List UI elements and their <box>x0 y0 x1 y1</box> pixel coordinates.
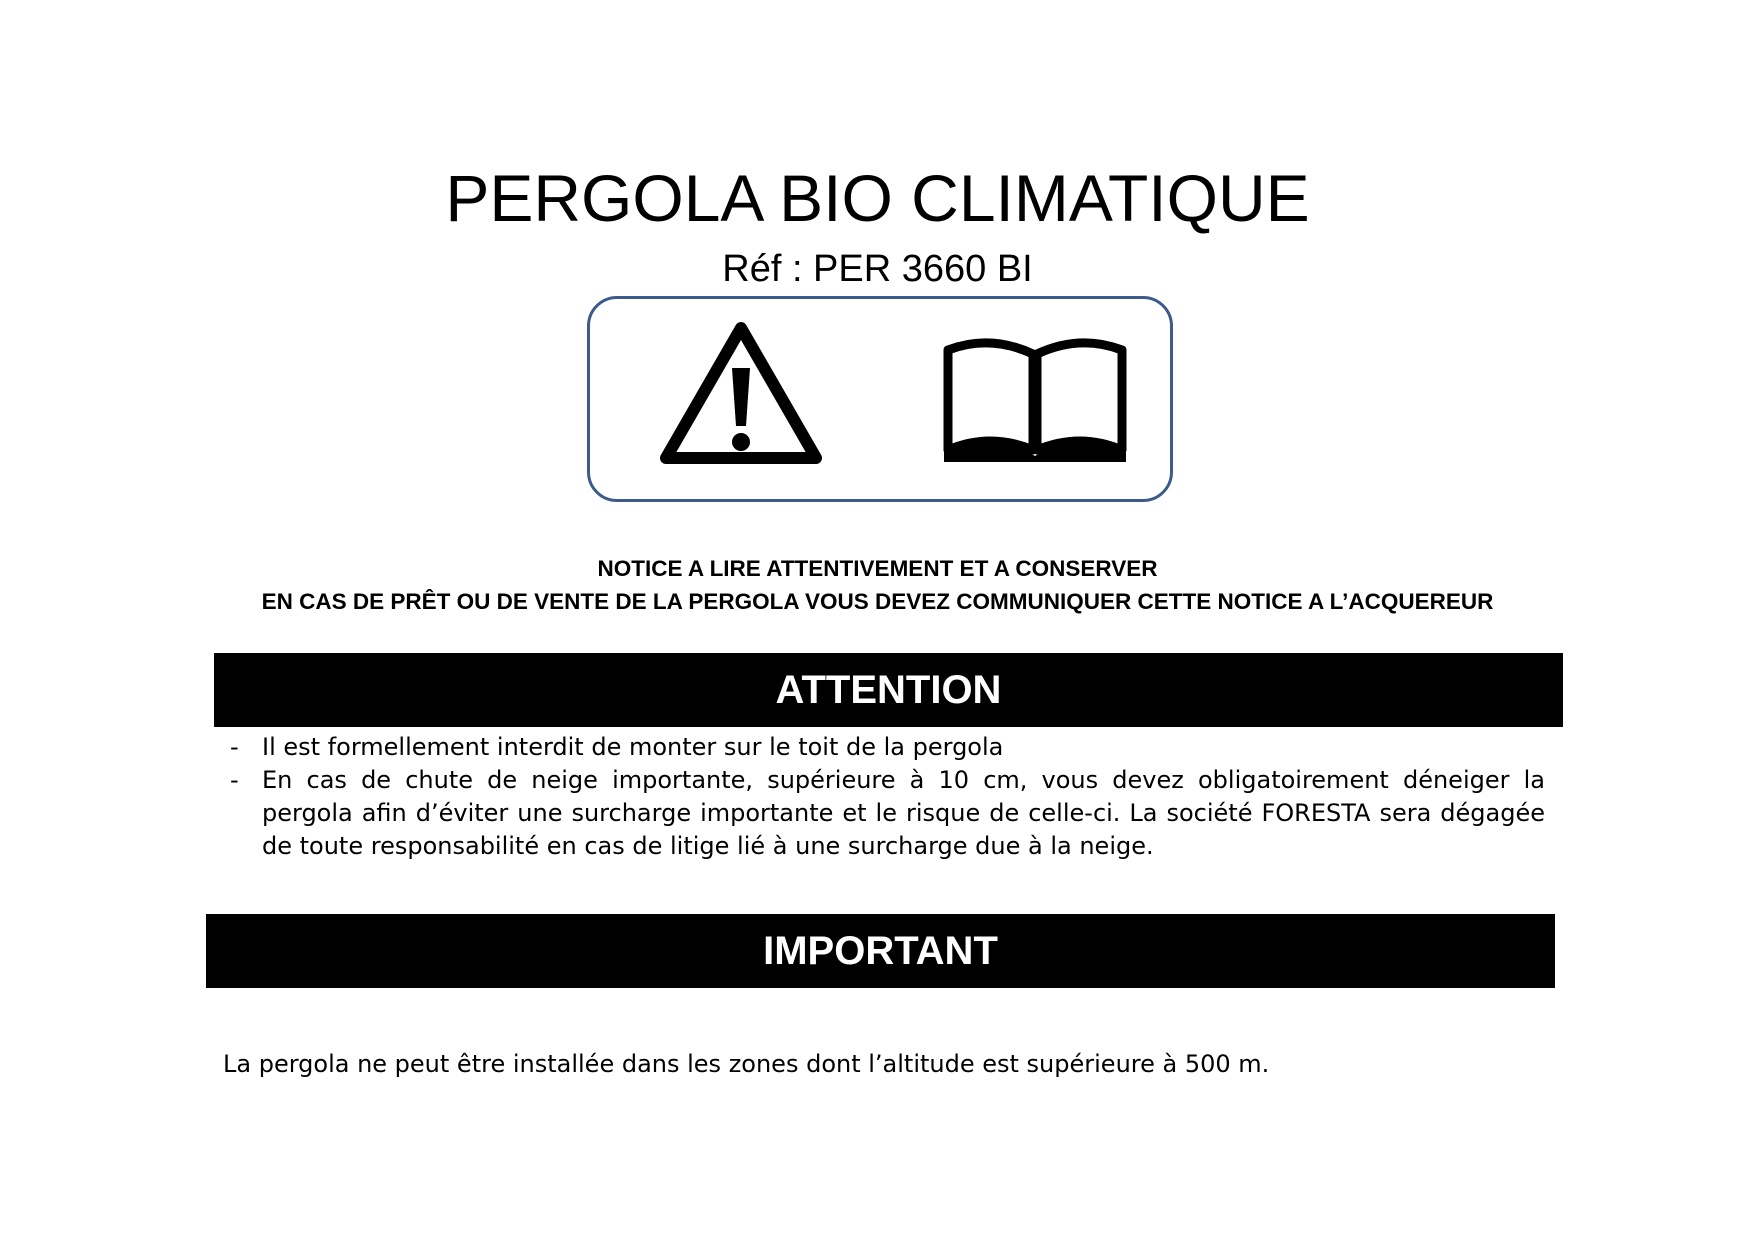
warning-triangle-icon <box>656 318 826 470</box>
notice-line-2: EN CAS DE PRÊT OU DE VENTE DE LA PERGOLA VOUS DEVEZ COMMUNIQUER CETTE NOTICE A L’ACQUEREUR <box>261 589 1494 614</box>
product-reference: Réf : PER 3660 BI <box>722 248 1033 290</box>
open-book-icon <box>940 332 1130 466</box>
notice-line-1: NOTICE A LIRE ATTENTIVEMENT ET A CONSERVER <box>597 556 1158 581</box>
attention-heading: ATTENTION <box>214 653 1563 727</box>
important-text: La pergola ne peut être installée dans les zones dont l’altitude est supérieure à 500 m. <box>223 1050 1270 1078</box>
document-title: PERGOLA BIO CLIMATIQUE <box>445 161 1310 235</box>
list-item <box>225 731 1545 764</box>
list-item <box>225 764 1545 863</box>
attention-item-text: Il est formellement interdit de monter sur le toit de la pergola <box>262 733 1004 761</box>
important-heading: IMPORTANT <box>206 914 1555 988</box>
bullet-dash: - <box>230 766 239 794</box>
bullet-dash: - <box>230 733 239 761</box>
attention-item-text: En cas de chute de neige importante, supérieure à 10 cm, vous devez obligatoirement déneiger la pergola afin d’éviter une surcharge importante et le risque de celle-ci. La société FORESTA sera dégagée de toute responsabilité en cas de litige lié à une surcharge due à la neige. <box>262 766 1545 860</box>
attention-list <box>225 731 1545 863</box>
